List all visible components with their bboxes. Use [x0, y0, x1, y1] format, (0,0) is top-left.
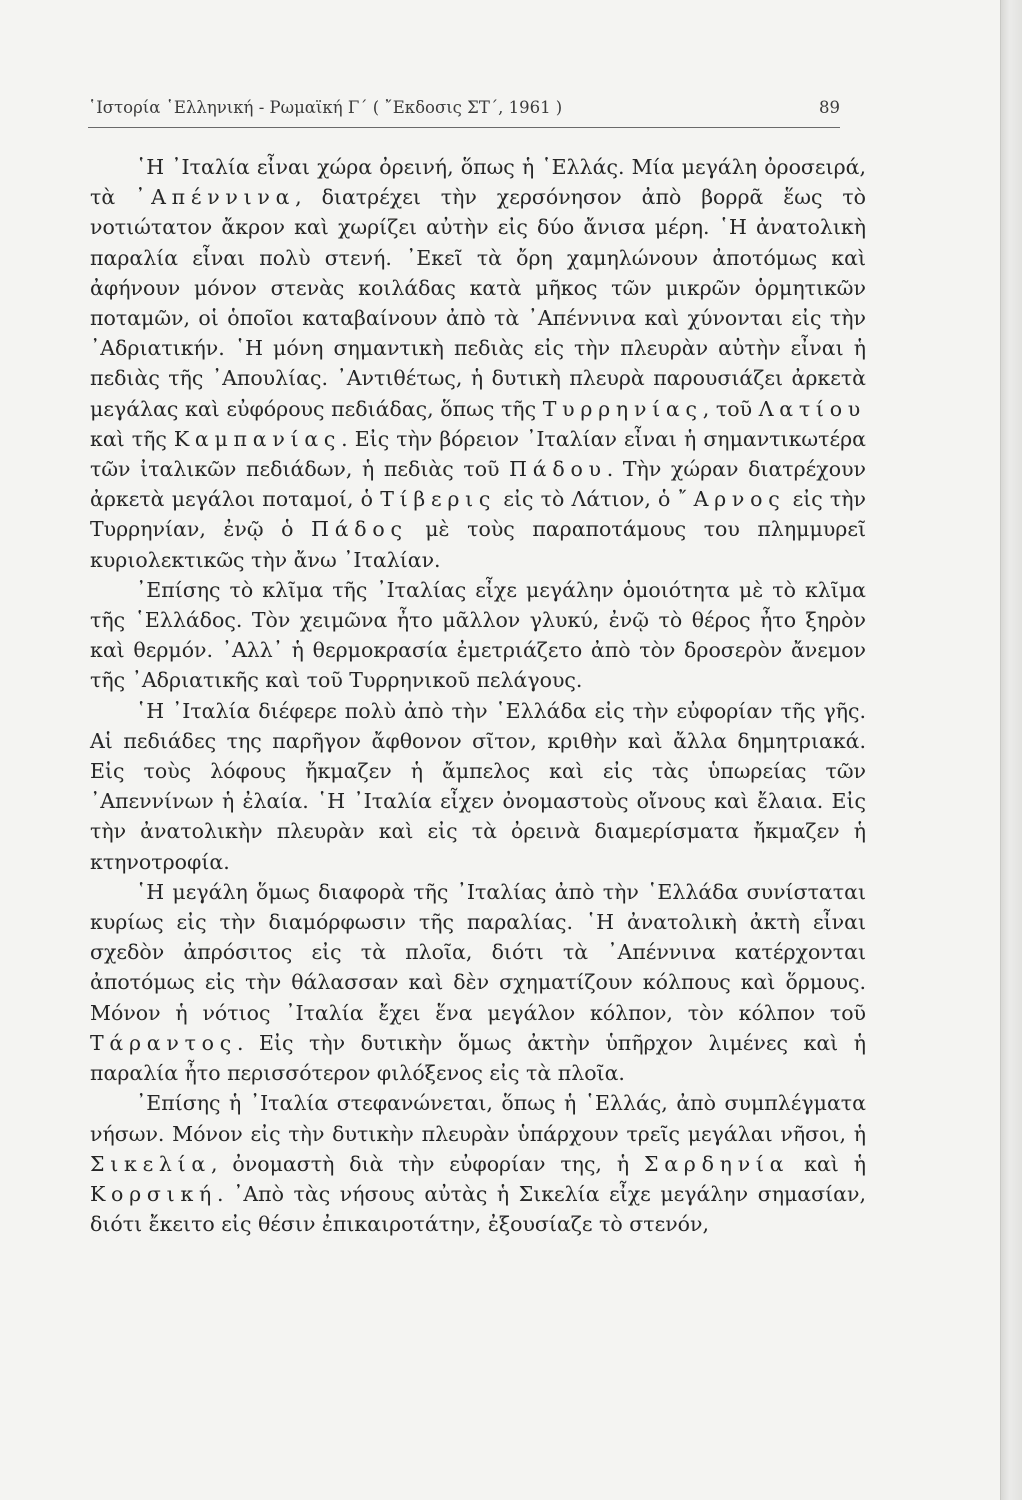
spaced-proper-noun: Τυρρηνίας [542, 396, 703, 421]
spaced-proper-noun: Πάδου [509, 457, 607, 482]
text-run: μὲ τοὺς παραποτάμους του πλημμυρεῖ κυριολεκτικῶς τὴν ἄνω ᾿Ιταλίαν. [90, 517, 866, 572]
text-run: εἰς τὸ Λάτιον, ὁ [496, 487, 678, 512]
text-run: ᾿Επίσης τὸ κλῖμα τῆς ᾿Ιταλίας εἶχε μεγάλην ὁμοιότητα μὲ τὸ κλῖμα τῆς ῾Ελλάδος. Τὸν χειμῶνα ἦτο μᾶλλον γλυκύ, ἐνῷ τὸ θέρος ἦτο ξηρὸν καὶ θερμόν. ᾿Αλλ᾿ ἡ θερμοκρασία ἐμετριάζετο ἀπὸ τὸν δροσερὸν ἄνεμον τῆς ᾿Αδριατικῆς καὶ τοῦ Τυρρηνικοῦ πελάγους. [90, 577, 866, 693]
spaced-proper-noun: ᾿Απέννινα [135, 185, 296, 210]
spaced-proper-noun: Τάραντος [90, 1030, 237, 1055]
text-run: ῾Η ᾿Ιταλία διέφερε πολὺ ἀπὸ τὴν ῾Ελλάδα εἰς τὴν εὐφορίαν τῆς γῆς. Αἱ πεδιάδες της παρῆγον ἄφθονον σῖτον, κριθὴν καὶ ἄλλα δημητριακά. Εἰς τοὺς λόφους ἤκμαζεν ἡ ἄμπελος καὶ εἰς τὰς ὑπωρείας τῶν ᾿Απεννίνων ἡ ἐλαία. ῾Η ᾿Ιταλία εἶχεν ὀνομαστοὺς οἴνους καὶ ἔλαια. Εἰς τὴν ἀνατολικὴν πλευρὰν καὶ εἰς τὰ ὀρεινὰ διαμερίσματα ἤκμαζεν ἡ κτηνοτροφία. [90, 698, 866, 874]
text-run: εἰς τὴν Τυρρηνίαν, ἐνῷ ὁ [90, 487, 867, 542]
text-run: καὶ ἡ [789, 1151, 866, 1176]
paragraph [90, 1088, 866, 1239]
spaced-proper-noun: Πάδος [311, 517, 408, 542]
page-number: 89 [819, 98, 840, 117]
text-run: , διατρέχει τὴν χερσόνησον ἀπὸ βορρᾶ ἕως τὸ νοτιώτατον ἄκρον καὶ χωρίζει αὐτὴν εἰς δύο ἄνισα μέρη. ῾Η ἀνατολικὴ παραλία εἶναι πολὺ στενή. ᾿Εκεῖ τὰ ὄρη χαμηλώνουν ἀποτόμως καὶ ἀφήνουν μόνον στενὰς κοιλάδας κατὰ μῆκος τῶν μικρῶν ὁρμητικῶν ποταμῶν, οἱ ὁποῖοι καταβαίνουν ἀπὸ τὰ ᾿Απέννινα καὶ χύνονται εἰς τὴν ᾿Αδριατικήν. ῾Η μόνη σημαντικὴ πεδιὰς εἰς τὴν πλευρὰν αὐτὴν εἶναι ἡ πεδιὰς τῆς ᾿Απουλίας. ᾿Αντιθέτως, ἡ δυτικὴ πλευρὰ παρουσιάζει ἀρκετὰ μεγάλας καὶ εὐφόρους πεδιάδας, ὅπως τῆς [90, 185, 867, 421]
text-run: . Εἰς τὴν βόρειον ᾿Ιταλίαν εἶναι ἡ σημαντικωτέρα τῶν ἰταλικῶν πεδιάδων, ἡ πεδιὰς τοῦ [90, 426, 866, 482]
paragraph [90, 696, 866, 877]
text-run: . Τὴν χώραν διατρέχουν ἀρκετὰ μεγάλοι ποταμοί, ὁ [90, 457, 866, 512]
spaced-proper-noun: Σικελία [90, 1151, 212, 1176]
spaced-proper-noun: Τίβερις [380, 487, 497, 512]
text-run: , ὀνομαστὴ διὰ τὴν εὐφορίαν της, ἡ [211, 1151, 644, 1176]
page-edge [1000, 0, 1022, 1500]
page-header [88, 98, 840, 128]
paragraph [90, 877, 866, 1088]
text-run: ῾Η μεγάλη ὅμως διαφορὰ τῆς ᾿Ιταλίας ἀπὸ τὴν ῾Ελλάδα συνίσταται κυρίως εἰς τὴν διαμόρφωσιν τῆς παραλίας. ῾Η ἀνατολικὴ ἀκτὴ εἶναι σχεδὸν ἀπρόσιτος εἰς τὰ πλοῖα, διότι τὰ ᾿Απέννινα κατέρχονται ἀποτόμως εἰς τὴν θάλασσαν καὶ δὲν σχηματίζουν κόλπους καὶ ὅρμους. Μόνον ἡ νότιος ᾿Ιταλία ἔχει ἕνα μεγάλον κόλπον, τὸν κόλπον τοῦ [90, 879, 866, 1025]
spaced-proper-noun: Λατίου [758, 396, 866, 421]
text-run: , τοῦ [702, 396, 759, 421]
text-run: ᾿Επίσης ἡ ᾿Ιταλία στεφανώνεται, ὅπως ἡ ῾Ελλάς, ἀπὸ συμπλέγματα νήσων. Μόνον εἰς τὴν δυτικὴν πλευρὰν ὑπάρχουν τρεῖς μεγάλαι νῆσοι, ἡ [90, 1091, 866, 1146]
text-run: καὶ τῆς [90, 426, 174, 451]
header-rule [88, 127, 840, 128]
text-run: . Εἰς τὴν δυτικὴν ὅμως ἀκτὴν ὑπῆρχον λιμένες καὶ ἡ παραλία ἦτο περισσότερον φιλόξενος εἰς τὰ πλοῖα. [90, 1030, 866, 1086]
paragraph [90, 152, 866, 575]
text-run: ῾Η ᾿Ιταλία εἶναι χώρα ὀρεινή, ὅπως ἡ ῾Ελλάς. Μία μεγάλη ὀροσειρά, τὰ [90, 155, 866, 210]
text-run: . ᾿Απὸ τὰς νήσους αὐτὰς ἡ Σικελία εἶχε μεγάλην σημασίαν, διότι ἔκειτο εἰς θέσιν ἐπικαιροτάτην, ἐξουσίαζε τὸ στενόν, [90, 1181, 866, 1237]
running-title: ῾Ιστορία ῾Ελληνική - Ρωμαϊκή Γ΄ ( ῎Εκδοσις ΣΤ΄, 1961 ) [88, 98, 563, 117]
spaced-proper-noun: ῎Αρνος [677, 487, 786, 512]
spaced-proper-noun: Σαρδηνία [643, 1151, 790, 1176]
spaced-proper-noun: Κορσική [90, 1181, 218, 1206]
paragraph [90, 575, 866, 696]
body-text [90, 152, 866, 1239]
spaced-proper-noun: Καμπανίας [173, 426, 342, 451]
